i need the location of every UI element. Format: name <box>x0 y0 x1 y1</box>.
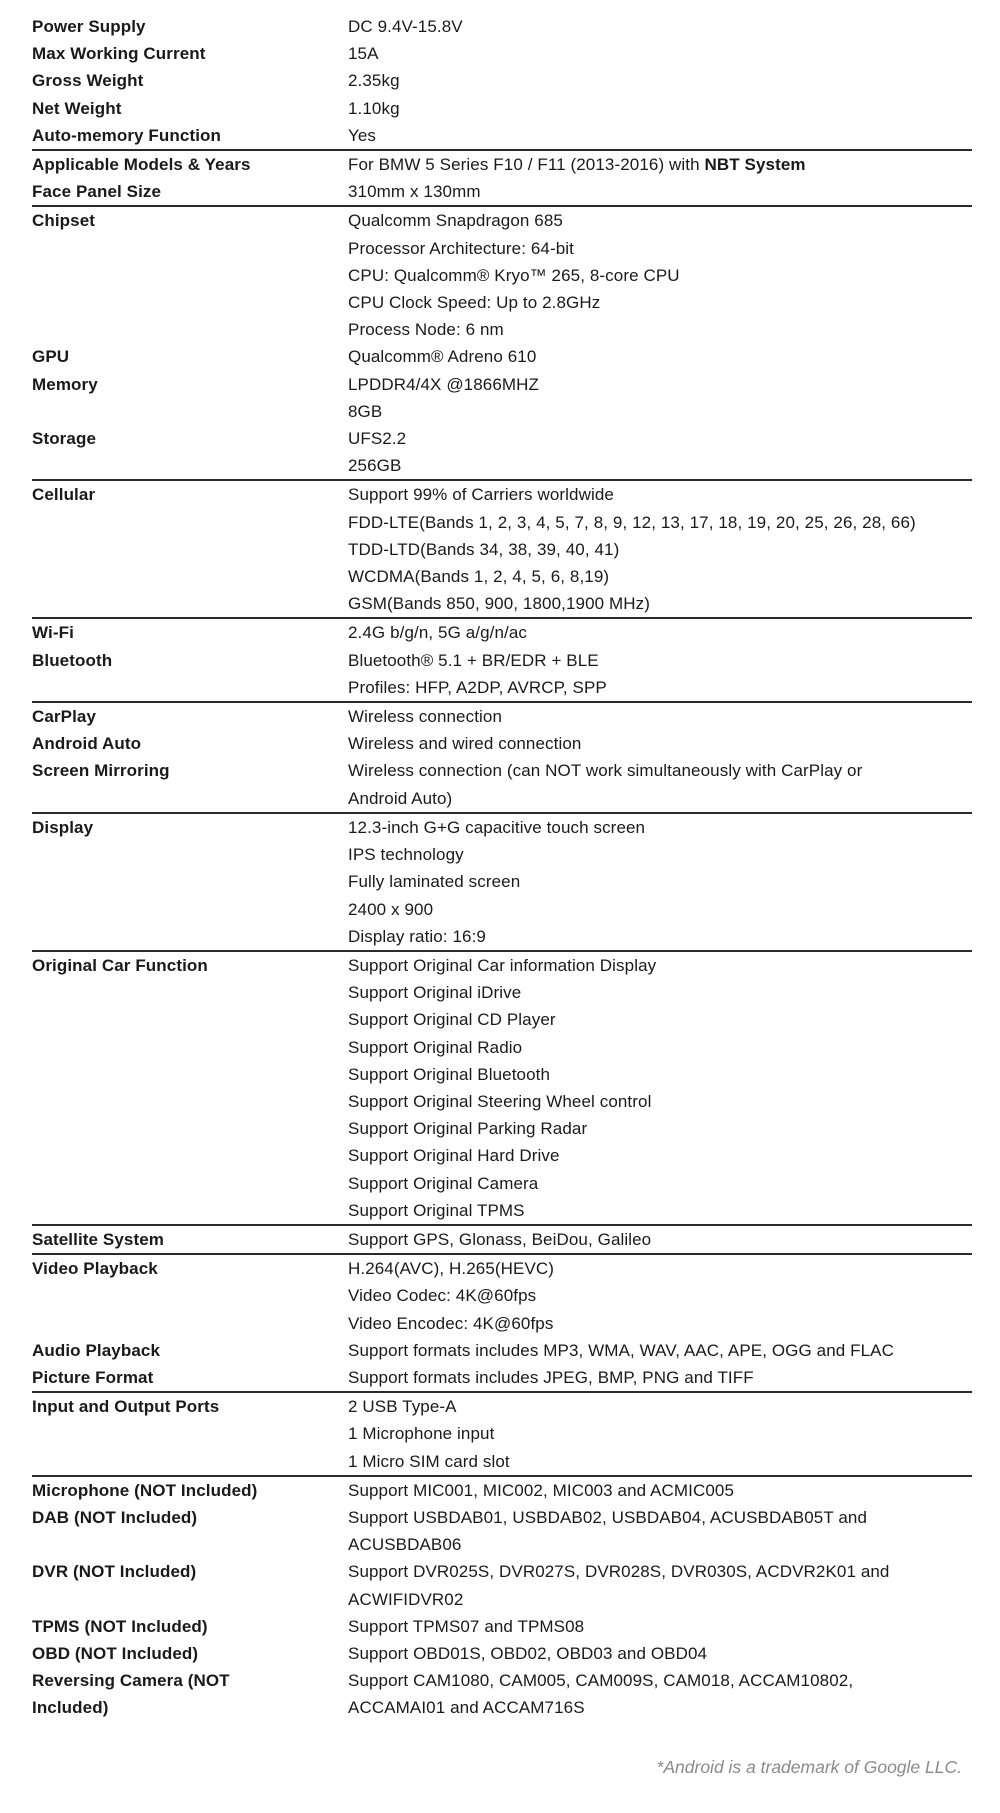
footer-note: *Android is a trademark of Google LLC. <box>656 1756 962 1777</box>
spec-row <box>32 151 972 178</box>
spec-label <box>32 13 348 40</box>
spec-values <box>348 730 972 757</box>
spec-value-line: Process Node: 6 nm <box>348 320 504 340</box>
spec-label <box>32 178 348 205</box>
spec-value-line: Fully laminated screen <box>348 872 521 892</box>
spec-label-line: Original Car Function <box>32 955 208 975</box>
spec-label <box>32 1364 348 1391</box>
spec-section <box>32 812 972 950</box>
spec-label-line: Android Auto <box>32 734 142 754</box>
spec-label-line: Audio Playback <box>32 1340 160 1360</box>
spec-row <box>32 1226 972 1253</box>
spec-values <box>348 952 972 1224</box>
spec-value-line: H.264(AVC), H.265(HEVC) <box>348 1259 555 1279</box>
spec-values <box>348 1640 972 1667</box>
spec-label-line: Picture Format <box>32 1367 154 1387</box>
spec-value-line: 1 Micro SIM card slot <box>348 1451 510 1471</box>
spec-values <box>348 371 972 425</box>
spec-value-line: Support Original Steering Wheel control <box>348 1091 652 1111</box>
spec-row <box>32 95 972 122</box>
spec-label-line: Wi-Fi <box>32 623 74 643</box>
spec-value-line: ACWIFIDVR02 <box>348 1589 464 1609</box>
spec-label-line: TPMS (NOT Included) <box>32 1616 208 1636</box>
spec-label-line: Memory <box>32 374 98 394</box>
spec-value-line: Support Original Radio <box>348 1037 523 1057</box>
spec-section <box>32 13 972 149</box>
spec-value-line: Display ratio: 16:9 <box>348 926 486 946</box>
spec-section <box>32 149 972 205</box>
spec-row <box>32 647 972 701</box>
spec-label-line: Storage <box>32 429 96 449</box>
spec-value-line: 12.3-inch G+G capacitive touch screen <box>348 817 646 837</box>
spec-value-line: Support formats includes MP3, WMA, WAV, AAC, APE, OGG and FLAC <box>348 1340 894 1360</box>
spec-value-line: Bluetooth® 5.1 + BR/EDR + BLE <box>348 650 599 670</box>
spec-value-line: Android Auto) <box>348 788 453 808</box>
spec-label <box>32 1393 348 1420</box>
spec-row <box>32 952 972 1224</box>
spec-value-line: Support OBD01S, OBD02, OBD03 and OBD04 <box>348 1643 708 1663</box>
spec-label <box>32 1337 348 1364</box>
spec-label-line: Net Weight <box>32 98 122 118</box>
spec-values <box>348 1255 972 1337</box>
spec-row <box>32 40 972 67</box>
spec-label-line: Power Supply <box>32 17 146 36</box>
spec-value-line: Support Original Parking Radar <box>348 1119 588 1139</box>
spec-value-line: IPS technology <box>348 845 464 865</box>
spec-label <box>32 814 348 841</box>
spec-value-line: Profiles: HFP, A2DP, AVRCP, SPP <box>348 677 607 697</box>
spec-label <box>32 1226 348 1253</box>
spec-value-line: 256GB <box>348 456 402 476</box>
spec-label <box>32 1504 348 1531</box>
spec-values <box>348 122 972 149</box>
spec-values <box>348 619 972 646</box>
spec-value-line: Support USBDAB01, USBDAB02, USBDAB04, ACUSBDAB05T and <box>348 1507 868 1527</box>
spec-section <box>32 701 972 812</box>
spec-value-line: 15A <box>348 44 379 64</box>
spec-label-line: Auto-memory Function <box>32 125 221 145</box>
spec-values <box>348 425 972 479</box>
spec-label-line: Included) <box>32 1698 109 1718</box>
spec-label-line: Microphone (NOT Included) <box>32 1480 258 1500</box>
spec-label <box>32 95 348 122</box>
spec-values <box>348 757 972 811</box>
spec-values <box>348 151 972 178</box>
spec-values <box>348 95 972 122</box>
spec-label-line: Input and Output Ports <box>32 1397 220 1417</box>
spec-section <box>32 479 972 617</box>
spec-row <box>32 1613 972 1640</box>
spec-value-line: Video Encodec: 4K@60fps <box>348 1313 554 1333</box>
spec-values <box>348 1337 972 1364</box>
spec-label-line: DVR (NOT Included) <box>32 1562 197 1582</box>
spec-value-line: Processor Architecture: 64-bit <box>348 238 574 258</box>
spec-row <box>32 481 972 617</box>
spec-value-line: 8GB <box>348 401 383 421</box>
spec-value-line: Support Original Car information Display <box>348 955 657 975</box>
spec-values <box>348 1558 972 1612</box>
spec-label-line: Cellular <box>32 485 96 505</box>
spec-value-line: 1.10kg <box>348 98 400 118</box>
spec-row <box>32 1504 972 1558</box>
spec-label-line: GPU <box>32 347 70 367</box>
spec-value-line: 2 USB Type-A <box>348 1397 457 1417</box>
spec-row <box>32 1337 972 1364</box>
spec-section <box>32 950 972 1224</box>
spec-value-line: Support GPS, Glonass, BeiDou, Galileo <box>348 1229 652 1249</box>
spec-row <box>32 1393 972 1475</box>
spec-values <box>348 1226 972 1253</box>
spec-values <box>348 40 972 67</box>
spec-value-line: Yes <box>348 125 377 145</box>
spec-label-line: CarPlay <box>32 707 97 727</box>
spec-section <box>32 1391 972 1475</box>
spec-value-line: Support TPMS07 and TPMS08 <box>348 1616 585 1636</box>
spec-value-line: For BMW 5 Series F10 / F11 (2013-2016) with NBT System <box>348 155 806 175</box>
spec-value-line: Support CAM1080, CAM005, CAM009S, CAM018, ACCAM10802, <box>348 1671 854 1691</box>
spec-label <box>32 952 348 979</box>
spec-values <box>348 1477 972 1504</box>
spec-value-line: Support Original iDrive <box>348 983 522 1003</box>
spec-values <box>348 1613 972 1640</box>
spec-value-line: Support MIC001, MIC002, MIC003 and ACMIC005 <box>348 1480 735 1500</box>
spec-row <box>32 122 972 149</box>
spec-values <box>348 178 972 205</box>
spec-value-line: ACCAMAI01 and ACCAM716S <box>348 1698 585 1718</box>
spec-value-line: FDD-LTE(Bands 1, 2, 3, 4, 5, 7, 8, 9, 12, 13, 17, 18, 19, 20, 25, 26, 28, 66) <box>348 512 916 532</box>
spec-label-line: Display <box>32 817 94 837</box>
spec-row <box>32 757 972 811</box>
spec-values <box>348 1504 972 1558</box>
spec-row <box>32 814 972 950</box>
spec-value-line: Support 99% of Carriers worldwide <box>348 485 614 505</box>
spec-values <box>348 647 972 701</box>
spec-label <box>32 757 348 784</box>
spec-label-line: OBD (NOT Included) <box>32 1643 199 1663</box>
spec-row <box>32 178 972 205</box>
spec-row <box>32 425 972 479</box>
spec-label <box>32 151 348 178</box>
spec-value-line: 2400 x 900 <box>348 899 434 919</box>
spec-value-line: Support Original CD Player <box>348 1010 556 1030</box>
spec-label <box>32 619 348 646</box>
spec-section <box>32 1475 972 1722</box>
spec-value-line: Support Original Bluetooth <box>348 1064 551 1084</box>
spec-label-line: Gross Weight <box>32 71 144 91</box>
spec-label <box>32 481 348 508</box>
spec-label-line: Applicable Models & Years <box>32 155 251 175</box>
spec-value-line: GSM(Bands 850, 900, 1800,1900 MHz) <box>348 594 651 614</box>
spec-row <box>32 703 972 730</box>
spec-label <box>32 40 348 67</box>
spec-row <box>32 371 972 425</box>
spec-label-line: Bluetooth <box>32 650 113 670</box>
spec-row <box>32 619 972 646</box>
spec-value-line: Video Codec: 4K@60fps <box>348 1286 537 1306</box>
spec-label-line: Reversing Camera (NOT <box>32 1671 230 1691</box>
spec-section <box>32 617 972 701</box>
spec-value-line: 1 Microphone input <box>348 1424 495 1444</box>
spec-value-line: ACUSBDAB06 <box>348 1535 462 1555</box>
spec-values <box>348 13 972 40</box>
spec-section <box>32 205 972 479</box>
spec-value-line: Support DVR025S, DVR027S, DVR028S, DVR030S, ACDVR2K01 and <box>348 1562 890 1582</box>
spec-label <box>32 730 348 757</box>
spec-section <box>32 1224 972 1253</box>
spec-label <box>32 1613 348 1640</box>
spec-label <box>32 703 348 730</box>
spec-label <box>32 343 348 370</box>
spec-value-line: Wireless connection <box>348 707 503 727</box>
spec-value-line: Qualcomm Snapdragon 685 <box>348 211 563 231</box>
spec-row <box>32 207 972 343</box>
spec-values <box>348 481 972 617</box>
spec-row <box>32 1640 972 1667</box>
spec-label <box>32 1255 348 1282</box>
spec-value-line: Support Original Hard Drive <box>348 1146 560 1166</box>
spec-row <box>32 67 972 94</box>
spec-row <box>32 1477 972 1504</box>
spec-value-line: UFS2.2 <box>348 429 407 449</box>
spec-section <box>32 1253 972 1391</box>
spec-value-bold: NBT System <box>704 155 806 175</box>
spec-row <box>32 1667 972 1721</box>
spec-row <box>32 730 972 757</box>
spec-value-line: CPU: Qualcomm® Kryo™ 265, 8-core CPU <box>348 265 680 285</box>
spec-row <box>32 1558 972 1612</box>
spec-label-line: Screen Mirroring <box>32 761 170 781</box>
spec-label-line: Max Working Current <box>32 44 206 64</box>
spec-value-line: CPU Clock Speed: Up to 2.8GHz <box>348 293 601 313</box>
spec-label-line: Face Panel Size <box>32 182 162 202</box>
spec-label <box>32 207 348 234</box>
spec-row <box>32 13 972 40</box>
spec-value-line: TDD-LTD(Bands 34, 38, 39, 40, 41) <box>348 539 620 559</box>
spec-value-line: Qualcomm® Adreno 610 <box>348 347 537 367</box>
spec-label <box>32 371 348 398</box>
spec-value-line: 310mm x 130mm <box>348 182 481 202</box>
spec-label <box>32 1477 348 1504</box>
spec-values <box>348 207 972 343</box>
spec-row <box>32 1255 972 1337</box>
spec-label-line: Satellite System <box>32 1229 164 1249</box>
spec-values <box>348 343 972 370</box>
spec-values <box>348 703 972 730</box>
spec-values <box>348 67 972 94</box>
spec-values <box>348 814 972 950</box>
spec-values <box>348 1364 972 1391</box>
spec-label <box>32 1640 348 1667</box>
spec-label <box>32 122 348 149</box>
spec-label-line: Video Playback <box>32 1259 158 1279</box>
spec-row <box>32 1364 972 1391</box>
spec-row <box>32 343 972 370</box>
spec-label-line: Chipset <box>32 211 96 231</box>
spec-values <box>348 1393 972 1475</box>
spec-label <box>32 67 348 94</box>
spec-label <box>32 1667 348 1721</box>
spec-value-line: Support Original TPMS <box>348 1200 525 1220</box>
spec-value-line: Wireless and wired connection <box>348 734 582 754</box>
spec-value-line: DC 9.4V-15.8V <box>348 17 463 36</box>
spec-label <box>32 647 348 674</box>
spec-values <box>348 1667 972 1721</box>
spec-value-line: 2.4G b/g/n, 5G a/g/n/ac <box>348 623 528 643</box>
spec-value-line: 2.35kg <box>348 71 400 91</box>
spec-label <box>32 1558 348 1585</box>
spec-value-line: Support Original Camera <box>348 1173 539 1193</box>
spec-value-line: Support formats includes JPEG, BMP, PNG and TIFF <box>348 1367 754 1387</box>
spec-table <box>32 13 972 1722</box>
spec-label-line: DAB (NOT Included) <box>32 1507 198 1527</box>
spec-value-line: Wireless connection (can NOT work simultaneously with CarPlay or <box>348 761 863 781</box>
spec-label <box>32 425 348 452</box>
spec-value-line: WCDMA(Bands 1, 2, 4, 5, 6, 8,19) <box>348 567 610 587</box>
spec-value-line: LPDDR4/4X @1866MHZ <box>348 374 540 394</box>
